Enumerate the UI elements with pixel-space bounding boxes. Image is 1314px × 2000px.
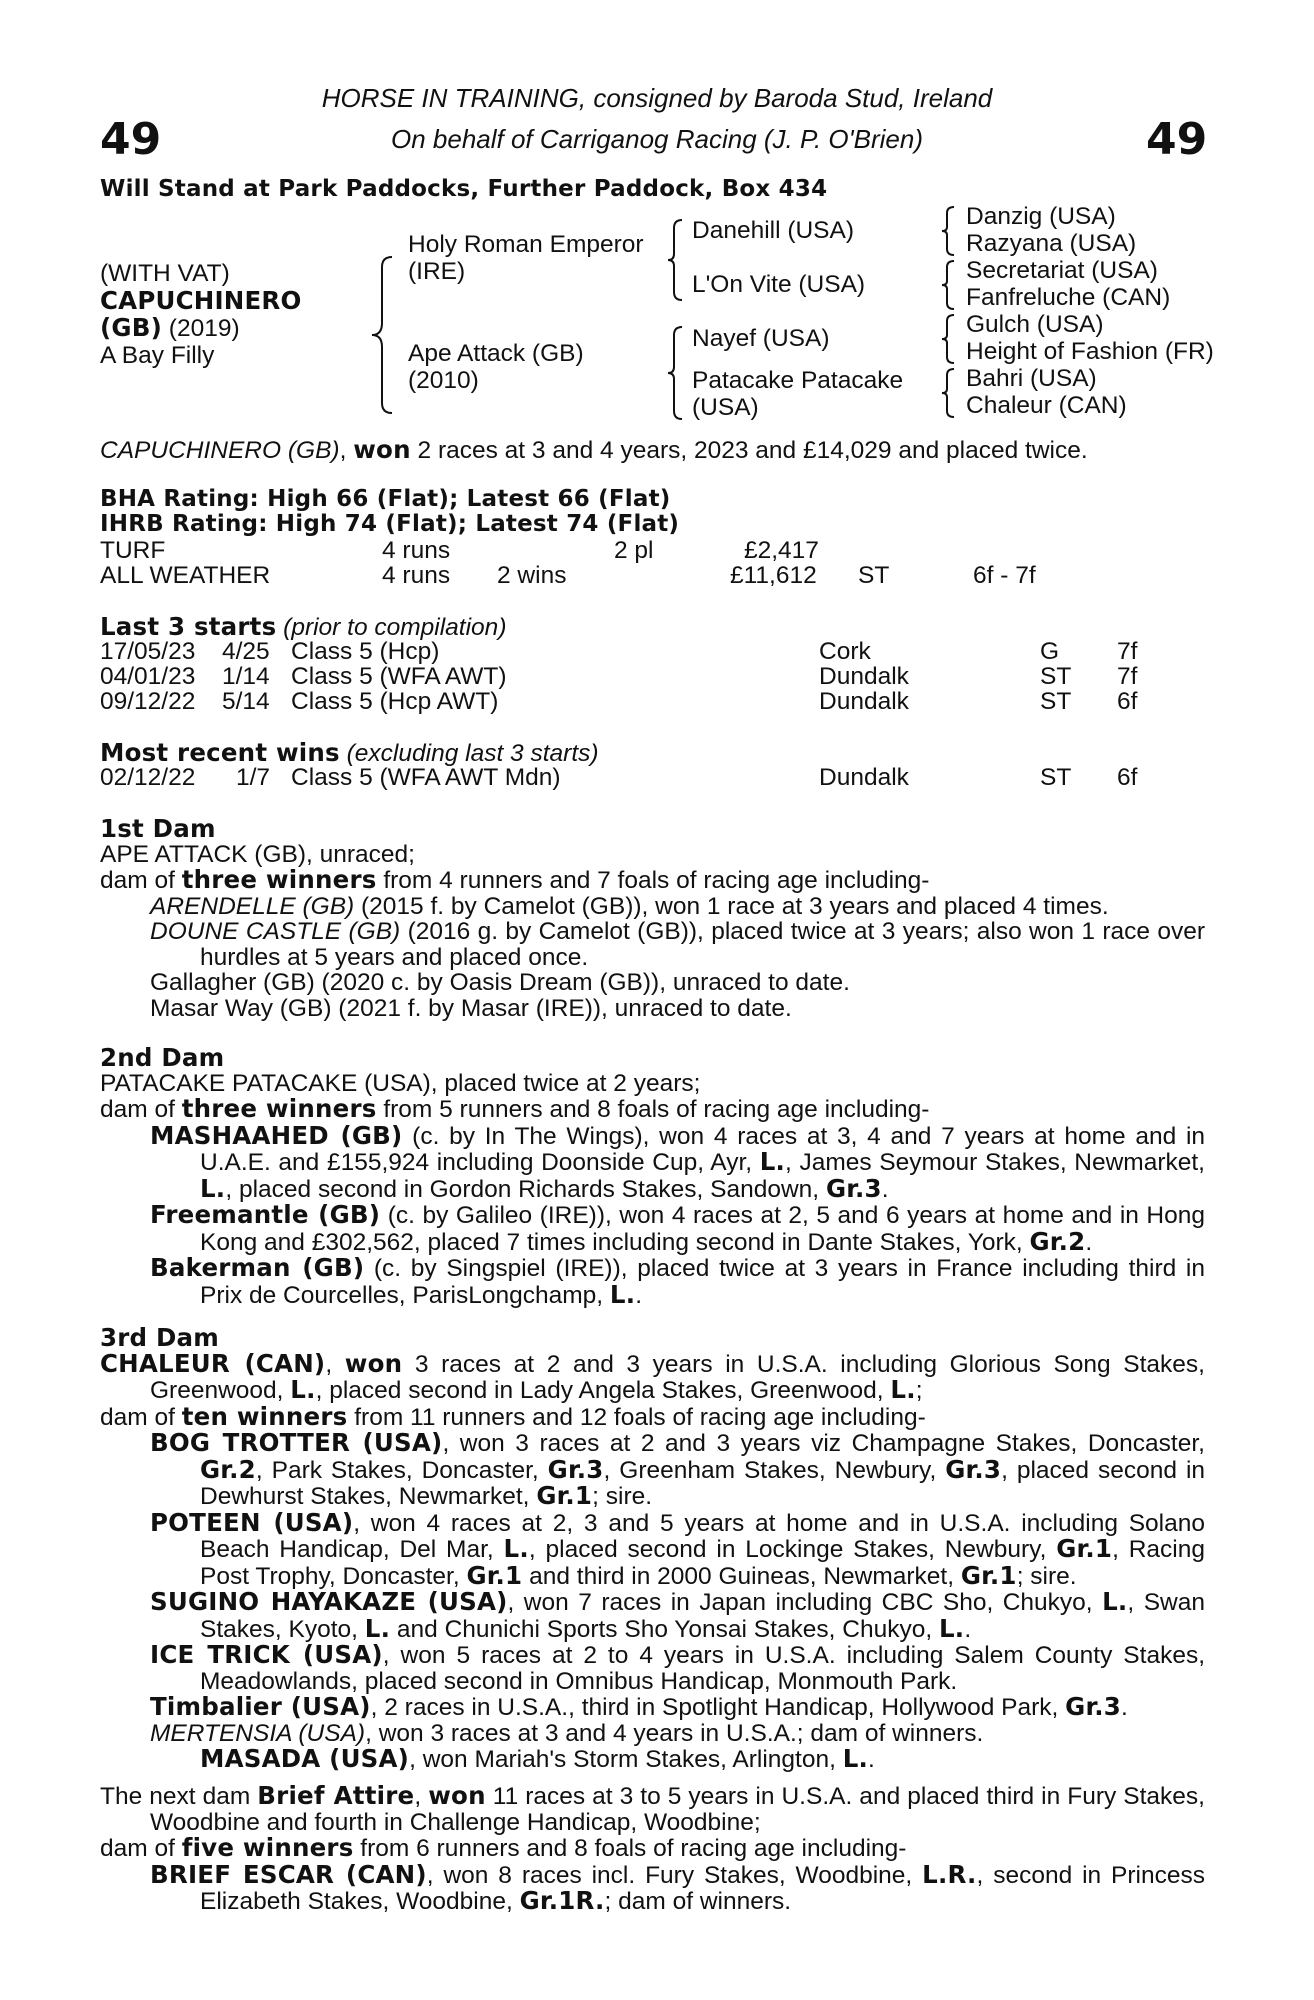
first-dam-title: 1st Dam <box>100 814 216 843</box>
g3-sds: Secretariat (USA) <box>966 257 1158 284</box>
start-position: 1/14 <box>222 663 270 690</box>
pedigree-brace-main <box>370 255 396 415</box>
produce-detail: , Greenham Stakes, Newbury, <box>603 1456 946 1484</box>
start-going: ST <box>1040 663 1072 690</box>
second-dam-line: PATACAKE PATACAKE (USA), placed twice at 2 years; <box>100 1069 701 1097</box>
produce-detail: (c. by Singspiel (IRE)), placed twice at 3 years in France including third in Prix de Courcelles, ParisLongchamp, <box>200 1255 1205 1309</box>
produce-name: ICE TRICK (USA) <box>150 1640 383 1669</box>
g3-sdd: Fanfreluche (CAN) <box>966 284 1171 311</box>
produce-mertensia <box>100 1721 1205 1747</box>
record-prize: £2,417 <box>744 537 819 564</box>
start-position: 4/25 <box>222 638 270 665</box>
start-distance: 6f <box>1117 688 1138 715</box>
produce-detail: , Park Stakes, Doncaster, <box>255 1456 548 1484</box>
g3-ssd: Razyana (USA) <box>966 230 1137 257</box>
produce-bakerman <box>100 1255 1205 1308</box>
listed-marker: L. <box>200 1173 226 1203</box>
start-course: Cork <box>819 638 871 665</box>
race-detail: 3 races at 2 and 3 years in U.S.A. including Glorious Song Stakes, Greenwood, <box>150 1350 1205 1404</box>
start-distance: 7f <box>1117 638 1138 665</box>
listed-marker: L. <box>890 1375 916 1404</box>
produce-name: MERTENSIA (USA) <box>150 1719 366 1747</box>
start-date: 04/01/23 <box>100 663 196 690</box>
dam-of-text: dam of <box>100 867 182 894</box>
dam-dam-line1: Patacake Patacake <box>692 367 904 394</box>
race-detail: ; <box>915 1377 923 1404</box>
produce-name: BRIEF ESCAR (CAN) <box>150 1859 427 1889</box>
produce-detail: ; sire. <box>1016 1562 1077 1590</box>
dam-of-winners: five winners <box>181 1833 354 1862</box>
record-row-turf <box>0 538 1314 563</box>
second-dam-produce-intro <box>100 1096 1205 1123</box>
dam: Ape Attack (GB) <box>408 340 584 367</box>
win-row <box>0 765 1314 790</box>
behalf-line: On behalf of Carriganog Racing (J. P. O'Brien) <box>391 124 923 154</box>
start-row <box>0 664 1314 689</box>
group2-marker: Gr.2 <box>1029 1226 1086 1256</box>
dam-of-winners: three winners <box>181 865 377 894</box>
group1-marker: Gr.1 <box>536 1481 593 1510</box>
horse-identity <box>100 260 302 369</box>
record-wins: 2 wins <box>497 562 567 589</box>
listed-marker: L. <box>609 1279 636 1309</box>
recent-wins-heading <box>100 740 599 767</box>
start-date: 09/12/22 <box>100 688 196 715</box>
produce-detail: , won 7 races in Japan including CBC Sho, Chukyo, <box>507 1589 1103 1616</box>
produce-detail: . <box>964 1615 972 1643</box>
start-course: Dundalk <box>819 688 909 715</box>
first-dam-line: APE ATTACK (GB), unraced; <box>100 840 415 868</box>
race-detail: 11 races at 3 to 5 years in U.S.A. and placed third in Fury Stakes, Woodbine and fourth in Challenge Handicap, Woodbine; <box>150 1783 1205 1836</box>
win-course: Dundalk <box>819 764 909 791</box>
won-text: won <box>344 1348 403 1378</box>
produce-freemantle <box>100 1202 1205 1255</box>
dam-of-text: dam of <box>100 1403 182 1431</box>
produce-name: Freemantle (GB) <box>150 1200 381 1229</box>
pedigree-brace-dam <box>666 325 684 421</box>
win-distance: 6f <box>1117 764 1138 791</box>
produce-detail: ; sire. <box>592 1483 653 1510</box>
produce-name: MASHAAHED (GB) <box>150 1120 403 1150</box>
record-runs: 4 runs <box>382 537 451 564</box>
brace-g3-3 <box>940 313 956 365</box>
record-distance: 6f - 7f <box>973 562 1036 589</box>
group1-restricted-marker: Gr.1R. <box>519 1886 605 1915</box>
produce-name: DOUNE CASTLE (GB) <box>150 918 401 945</box>
dam-dam-line2: (USA) <box>692 394 759 421</box>
horse-description: A Bay Filly <box>100 342 215 369</box>
produce-gallagher: Gallagher (GB) (2020 c. by Oasis Dream (GB)), unraced to date. <box>150 969 850 996</box>
listed-marker: L. <box>759 1147 786 1176</box>
second-dam-section <box>100 1045 1205 1308</box>
recent-wins-title: Most recent wins <box>100 738 340 767</box>
start-going: G <box>1040 638 1060 665</box>
group1-marker: Gr.1 <box>1056 1534 1113 1563</box>
produce-detail: and Chunichi Sports Sho Yonsai Stakes, Chukyo, <box>390 1615 939 1643</box>
produce-name: Timbalier (USA) <box>150 1692 371 1721</box>
produce-detail: , won 3 races at 2 and 3 years viz Champagne Stakes, Doncaster, <box>442 1430 1205 1457</box>
recent-wins-note: (excluding last 3 starts) <box>346 740 599 767</box>
third-dam-section <box>100 1325 1205 1773</box>
group1-marker: Gr.1 <box>466 1560 523 1590</box>
produce-detail: , Swan Stakes, Kyoto, <box>200 1589 1205 1643</box>
last-starts-heading <box>100 614 506 641</box>
produce-detail: , won 5 races at 2 to 4 years in U.S.A. including Salem County Stakes, Meadowlands, placed second in Omnibus Handicap, Monmouth Park. <box>200 1642 1205 1695</box>
record-placed: 2 pl <box>614 537 654 564</box>
g3-sss: Danzig (USA) <box>966 203 1116 230</box>
last-starts-note: (prior to compilation) <box>283 614 507 641</box>
produce-detail: , 2 races in U.S.A., third in Spotlight Handicap, Hollywood Park, <box>370 1694 1066 1721</box>
dam-of-winners: ten winners <box>181 1401 348 1431</box>
produce-detail: , won 8 races incl. Fury Stakes, Woodbine, <box>426 1861 923 1889</box>
produce-detail: . <box>635 1281 643 1309</box>
produce-masar-way: Masar Way (GB) (2021 f. by Masar (IRE)), unraced to date. <box>150 994 792 1022</box>
produce-detail: , Racing Post Trophy, Doncaster, <box>200 1536 1205 1590</box>
sire-country: (IRE) <box>408 258 466 285</box>
produce-poteen <box>100 1507 1205 1590</box>
next-dam-line: The next dam Brief Attire, won 11 races at 3 to 5 years in U.S.A. and placed third in Fury Stakes, Woodbine and fourth in Challenge Handicap, Woodbine; <box>100 1781 1205 1836</box>
group3-marker: Gr.3 <box>945 1454 1002 1484</box>
record-runs: 4 runs <box>382 562 451 589</box>
produce-detail: (c. by Galileo (IRE)), won 4 races at 2, 5 and 6 years at home and in Hong Kong and £302,562, placed 7 times including second in Dante Stakes, York, <box>200 1202 1205 1256</box>
record-prize: £11,612 <box>730 562 817 589</box>
dam-of-text: dam of <box>100 1096 182 1123</box>
next-dam-section <box>100 1783 1205 1915</box>
third-dam-produce-intro <box>100 1401 1205 1431</box>
third-dam-line: CHALEUR (CAN), won 3 races at 2 and 3 years in U.S.A. including Glorious Song Stakes, Greenwood, L., placed second in Lady Angela Stakes, Greenwood, L.; <box>100 1348 1205 1404</box>
produce-name: BOG TROTTER (USA) <box>150 1428 443 1457</box>
summary-name: CAPUCHINERO (GB) <box>100 437 340 464</box>
dam-of-detail: from 4 runners and 7 foals of racing age including- <box>376 867 930 894</box>
dam-of-winners: three winners <box>181 1094 377 1123</box>
dam-year: (2010) <box>408 367 479 394</box>
listed-marker: L. <box>938 1613 965 1643</box>
start-position: 5/14 <box>222 688 270 715</box>
group1-marker: Gr.1 <box>960 1560 1017 1590</box>
brace-g3-2 <box>940 259 956 311</box>
start-date: 17/05/23 <box>100 638 196 665</box>
stable-location: Will Stand at Park Paddocks, Further Paddock, Box 434 <box>100 176 828 202</box>
win-position: 1/7 <box>236 764 271 791</box>
next-dam-produce-intro <box>100 1835 1205 1862</box>
produce-detail: , won Mariah's Storm Stakes, Arlington, <box>409 1746 843 1773</box>
produce-detail: and third in 2000 Guineas, Newmarket, <box>522 1562 961 1590</box>
second-dam-title: 2nd Dam <box>100 1043 225 1072</box>
sire: Holy Roman Emperor <box>408 231 644 258</box>
vat-note: (WITH VAT) <box>100 260 230 287</box>
last-starts-title: Last 3 starts <box>100 612 277 641</box>
start-going: ST <box>1040 688 1072 715</box>
produce-doune-castle <box>100 919 1205 970</box>
sire-dam: L'On Vite (USA) <box>692 271 866 298</box>
produce-name: ARENDELLE (GB) <box>150 892 355 920</box>
group2-marker: Gr.2 <box>200 1454 256 1484</box>
record-surface: TURF <box>100 537 166 564</box>
dam-of-detail: from 6 runners and 8 foals of racing age including- <box>353 1835 907 1862</box>
start-course: Dundalk <box>819 663 909 690</box>
dam-sire: Nayef (USA) <box>692 325 830 352</box>
listed-restricted-marker: L.R. <box>922 1859 977 1889</box>
win-date: 02/12/22 <box>100 764 196 791</box>
produce-detail: (2015 f. by Camelot (GB)), won 1 race at 3 years and placed 4 times. <box>354 892 1109 920</box>
produce-masada <box>100 1746 1205 1773</box>
produce-name: POTEEN (USA) <box>150 1507 354 1537</box>
listed-marker: L. <box>1102 1587 1128 1616</box>
ihrb-rating: IHRB Rating: High 74 (Flat); Latest 74 (Flat) <box>100 511 680 537</box>
listed-marker: L. <box>842 1744 869 1773</box>
lot-number-left: 49 <box>100 114 162 165</box>
produce-detail: , placed second in Gordon Richards Stakes, Sandown, <box>225 1175 826 1203</box>
produce-detail: . <box>1085 1228 1093 1256</box>
produce-arendelle <box>100 894 1205 920</box>
produce-detail: , won 3 races at 3 and 4 years in U.S.A.; dam of winners. <box>365 1719 984 1747</box>
first-dam-section <box>100 816 1205 1021</box>
brace-g3-1 <box>940 205 956 257</box>
summary-won: won <box>353 435 411 464</box>
produce-name: MASADA (USA) <box>200 1744 410 1773</box>
produce-timbalier <box>100 1694 1205 1721</box>
produce-detail: (2016 g. by Camelot (GB)), placed twice at 3 years; also won 1 race over hurdles at 5 years and placed once. <box>200 918 1206 971</box>
listed-marker: L. <box>364 1613 391 1643</box>
produce-detail: , second in Princess Elizabeth Stakes, Woodbine, <box>200 1861 1205 1915</box>
brace-g3-4 <box>940 367 956 419</box>
group3-marker: Gr.3 <box>825 1173 882 1203</box>
produce-detail: , won 4 races at 2, 3 and 5 years at home and in U.S.A. including Solano Beach Handicap, Del Mar, <box>200 1509 1205 1563</box>
dam-of-detail: from 11 runners and 12 foals of racing age including- <box>347 1403 926 1431</box>
produce-detail: ; dam of winners. <box>604 1888 792 1915</box>
start-class: Class 5 (Hcp AWT) <box>291 688 499 715</box>
win-class: Class 5 (WFA AWT Mdn) <box>291 764 561 791</box>
horse-year: (2019) <box>168 315 240 342</box>
g3-ddd: Chaleur (CAN) <box>966 392 1127 419</box>
start-distance: 7f <box>1117 663 1138 690</box>
group3-marker: Gr.3 <box>547 1454 604 1484</box>
record-surface: ALL WEATHER <box>100 562 271 589</box>
next-dam-intro: The next dam <box>100 1783 258 1810</box>
produce-detail: , placed second in Lockinge Stakes, Newbury, <box>528 1536 1057 1563</box>
produce-detail: . <box>1121 1694 1128 1721</box>
first-dam-produce-intro <box>100 867 1205 894</box>
pedigree-brace-sire <box>666 218 684 302</box>
win-going: ST <box>1040 764 1072 791</box>
bha-rating: BHA Rating: High 66 (Flat); Latest 66 (Flat) <box>100 486 671 512</box>
listed-marker: L. <box>290 1375 316 1404</box>
produce-name: SUGINO HAYAKAZE (USA) <box>150 1587 508 1616</box>
dam-of-detail: from 5 runners and 8 foals of racing age including- <box>376 1096 930 1123</box>
start-class: Class 5 (Hcp) <box>291 638 440 665</box>
produce-name: Bakerman (GB) <box>150 1253 365 1282</box>
horse-country: (GB) <box>100 313 162 342</box>
consignor-line: HORSE IN TRAINING, consigned by Baroda Stud, Ireland <box>321 83 993 113</box>
g3-dsd: Height of Fashion (FR) <box>966 338 1214 365</box>
produce-sugino-hayakaze <box>100 1589 1205 1642</box>
produce-detail: . <box>868 1746 875 1773</box>
listed-marker: L. <box>503 1534 529 1563</box>
produce-detail: . <box>881 1175 889 1203</box>
produce-ice-trick <box>100 1642 1205 1694</box>
third-dam-title: 3rd Dam <box>100 1323 219 1352</box>
next-dam-name: Brief Attire <box>257 1781 415 1810</box>
race-detail: , placed second in Lady Angela Stakes, Greenwood, <box>315 1377 891 1404</box>
produce-bog-trotter <box>100 1430 1205 1510</box>
horse-name: CAPUCHINERO <box>100 286 302 315</box>
g3-dds: Bahri (USA) <box>966 365 1097 392</box>
dam-of-text: dam of <box>100 1835 182 1862</box>
produce-mashaahed <box>100 1120 1206 1203</box>
record-row-aw <box>0 563 1314 588</box>
record-going: ST <box>858 562 890 589</box>
produce-detail: , placed second in Dewhurst Stakes, Newmarket, <box>200 1456 1206 1510</box>
summary-text: 2 races at 3 and 4 years, 2023 and £14,029 and placed twice. <box>410 437 1088 464</box>
lot-number-right: 49 <box>1146 114 1208 165</box>
won-text: won <box>428 1781 486 1810</box>
sire-sire: Danehill (USA) <box>692 217 855 244</box>
produce-detail: (c. by In The Wings), won 4 races at 3, 4 and 7 years at home and in U.A.E. and £155,924 including Doonside Cup, Ayr, <box>200 1122 1206 1176</box>
start-class: Class 5 (WFA AWT) <box>291 663 507 690</box>
produce-brief-escar <box>100 1859 1205 1915</box>
start-row <box>0 689 1314 714</box>
start-row <box>0 639 1314 664</box>
g3-dss: Gulch (USA) <box>966 311 1104 338</box>
produce-detail: , James Seymour Stakes, Newmarket, <box>785 1149 1205 1176</box>
third-dam-name: CHALEUR (CAN) <box>100 1348 326 1378</box>
group3-marker: Gr.3 <box>1065 1692 1121 1721</box>
race-summary: CAPUCHINERO (GB), won 2 races at 3 and 4 years, 2023 and £14,029 and placed twice. <box>100 435 1088 464</box>
